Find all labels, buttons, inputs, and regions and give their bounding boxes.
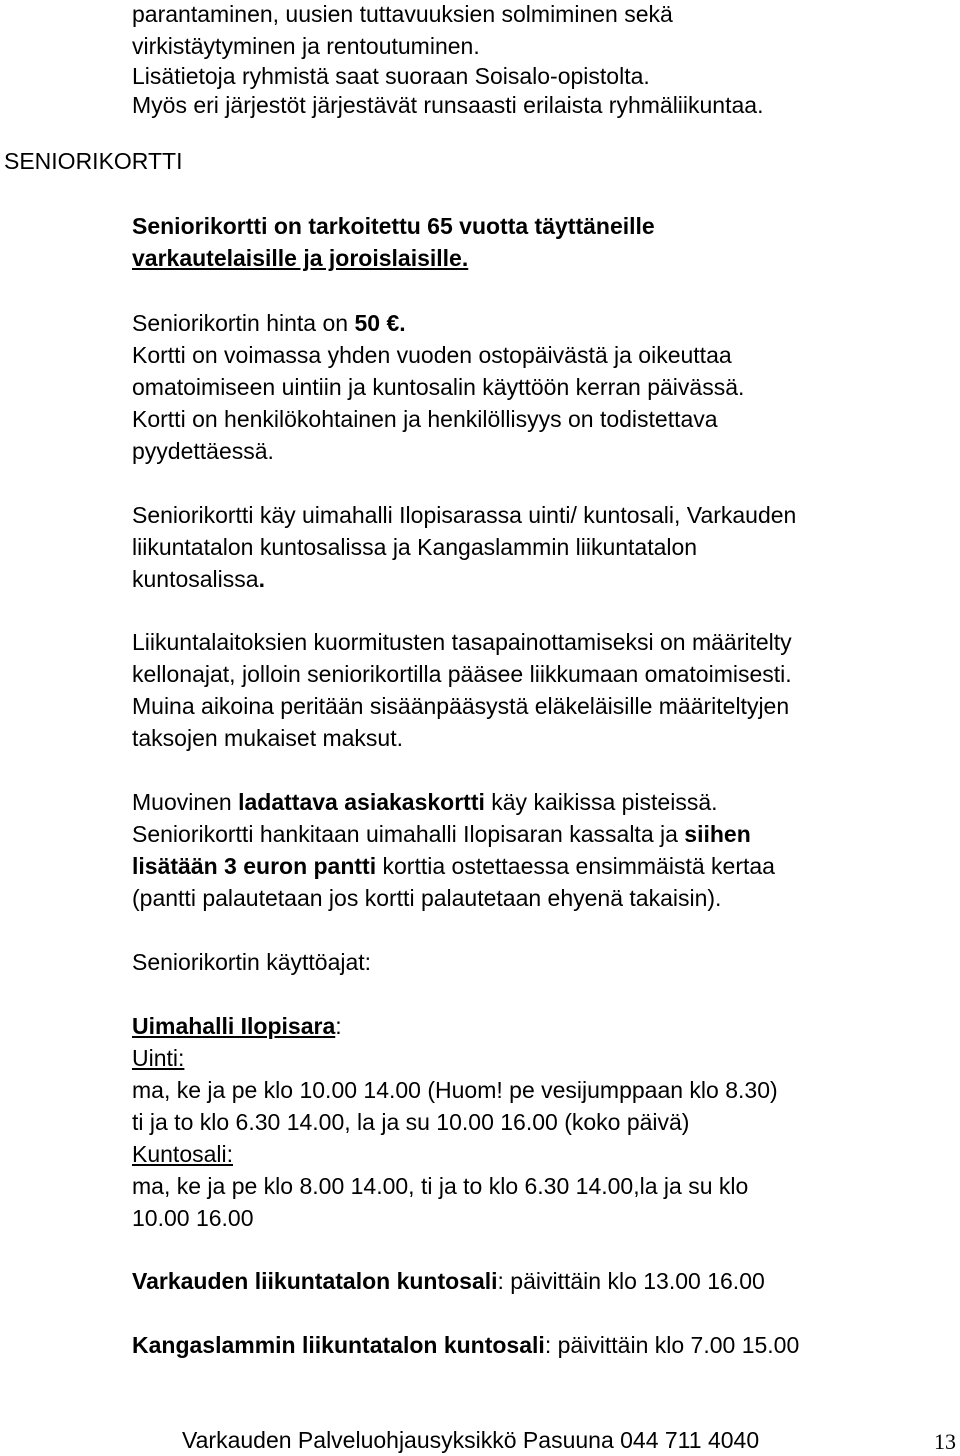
uimahalli-heading — [132, 1010, 342, 1042]
facilities-line-1: Seniorikortti käy uimahalli Ilopisarassa uinti/ kuntosali, Varkauden — [132, 502, 797, 528]
footer-text: Varkauden Palveluohjausyksikkö Pasuuna 044 711 4040 — [182, 1427, 760, 1453]
varkaus-hours: : päivittäin klo 13.00 16.00 — [497, 1268, 765, 1294]
hours-line-2: kellonajat, jolloin seniorikortilla pääsee liikkumaan omatoimisesti. — [132, 661, 792, 687]
hours-line-3: Muina aikoina peritään sisäänpääsystä eläkeläisille määriteltyjen — [132, 693, 790, 719]
card-info-line-4: (pantti palautetaan jos kortti palautetaan ehyenä takaisin). — [132, 885, 722, 911]
hours-line-4: taksojen mukaiset maksut. — [132, 725, 404, 751]
intro-line-3: Lisätietoja ryhmistä saat suoraan Soisalo-opistolta. — [132, 63, 650, 89]
validity-line-1: Kortti on voimassa yhden vuoden ostopäivästä ja oikeuttaa — [132, 342, 732, 368]
uinti-label: Uinti: — [132, 1045, 185, 1071]
facilities-last-end: . — [258, 566, 265, 592]
validity-line-4: pyydettäessä. — [132, 438, 274, 464]
facilities-last-text: kuntosalissa — [132, 566, 259, 592]
card-info-l1-b: ladattava asiakaskortti — [238, 789, 485, 815]
kuntosali-hours-1: ma, ke ja pe klo 8.00 14.00, ti ja to klo 6.30 14.00,la ja su klo — [132, 1173, 749, 1199]
price-value: 50 €. — [354, 310, 406, 336]
usage-heading: Seniorikortin käyttöajat: — [132, 949, 372, 975]
facilities-line-3 — [132, 563, 265, 595]
kangaslampi-hours: : päivittäin klo 7.00 15.00 — [544, 1332, 800, 1358]
kangaslampi-name: Kangaslammin liikuntatalon kuntosali — [132, 1332, 545, 1358]
purpose-line-1: Seniorikortti on tarkoitettu 65 vuotta täyttäneille — [132, 213, 655, 239]
uimahalli-name: Uimahalli Ilopisara — [132, 1013, 336, 1039]
page-number: 13 — [934, 1429, 956, 1454]
kangaslampi-hours-line — [132, 1329, 799, 1361]
section-heading: SENIORIKORTTI — [4, 148, 183, 174]
card-info-l2-a: Seniorikortti hankitaan uimahalli Ilopisaran kassalta ja — [132, 821, 685, 847]
card-info-l3-a: lisätään 3 euron pantti — [132, 853, 377, 879]
intro-line-2: virkistäytyminen ja rentoutuminen. — [132, 33, 480, 59]
purpose-line-2: varkautelaisille ja joroislaisille. — [132, 245, 469, 271]
uimahalli-colon: : — [335, 1013, 342, 1039]
intro-line-1: parantaminen, uusien tuttavuuksien solmiminen sekä — [132, 1, 673, 27]
hours-line-1: Liikuntalaitoksien kuormitusten tasapainottamiseksi on määritelty — [132, 629, 792, 655]
price-prefix: Seniorikortin hinta on — [132, 310, 355, 336]
uinti-hours-1: ma, ke ja pe klo 10.00 14.00 (Huom! pe vesijumppaan klo 8.30) — [132, 1077, 778, 1103]
card-info-line-2 — [132, 818, 751, 850]
kuntosali-label: Kuntosali: — [132, 1141, 234, 1167]
intro-line-4: Myös eri järjestöt järjestävät runsaasti erilaista ryhmäliikuntaa. — [132, 92, 764, 118]
validity-line-2: omatoimiseen uintiin ja kuntosalin käyttöön kerran päivässä. — [132, 374, 745, 400]
varkaus-hours-line — [132, 1265, 765, 1297]
card-info-l1-c: käy kaikissa pisteissä. — [484, 789, 718, 815]
facilities-line-2: liikuntatalon kuntosalissa ja Kangaslammin liikuntatalon — [132, 534, 698, 560]
varkaus-name: Varkauden liikuntatalon kuntosali — [132, 1268, 498, 1294]
card-info-line-3 — [132, 850, 775, 882]
uinti-hours-2: ti ja to klo 6.30 14.00, la ja su 10.00 16.00 (koko päivä) — [132, 1109, 690, 1135]
validity-line-3: Kortti on henkilökohtainen ja henkilöllisyys on todistettava — [132, 406, 718, 432]
card-info-l3-b: korttia ostettaessa ensimmäistä kertaa — [376, 853, 775, 879]
kuntosali-hours-2: 10.00 16.00 — [132, 1205, 254, 1231]
price-line — [132, 307, 406, 339]
card-info-l2-b: siihen — [684, 821, 751, 847]
card-info-line-1 — [132, 786, 718, 818]
card-info-l1-a: Muovinen — [132, 789, 239, 815]
